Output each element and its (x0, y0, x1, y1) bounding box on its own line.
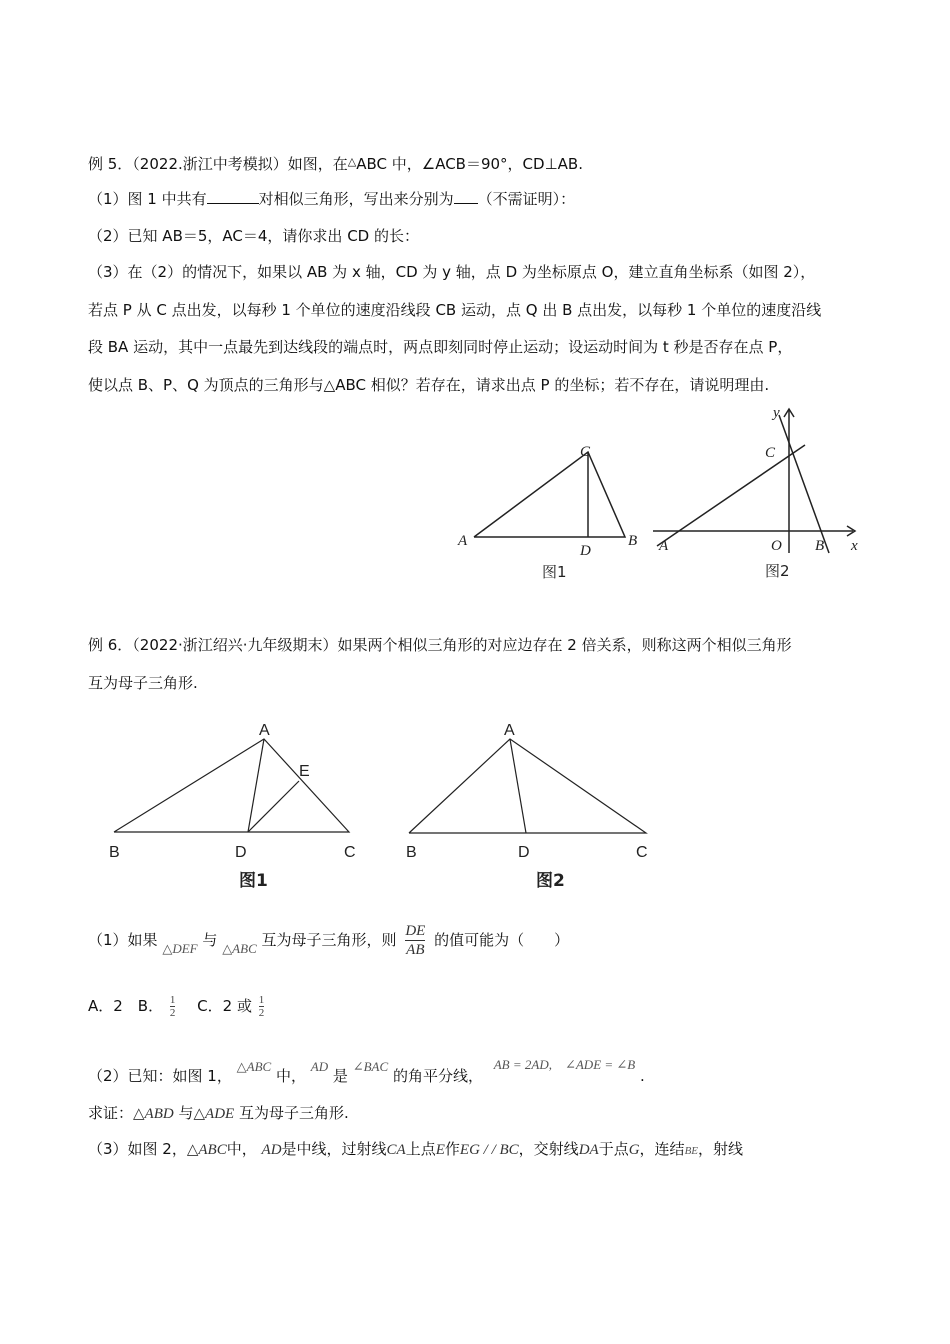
ex5-figure-1 (450, 435, 650, 585)
label-a: A (259, 722, 270, 739)
label-b: B (109, 844, 120, 861)
label-d: D (235, 844, 247, 861)
label-c: C (636, 844, 648, 861)
triangle-abc (409, 739, 646, 833)
label-c: C (580, 444, 591, 460)
ex6-prove: 求证：△ABD 与△ADE 互为母子三角形. (88, 1104, 349, 1122)
option-c: C．2 或 (182, 997, 252, 1015)
ex6-line2: 互为母子三角形. (88, 674, 198, 692)
ex6-figure-2 (400, 715, 660, 895)
ex6-question-1: （1）如果 △DEF 与 △ABC 互为母子三角形，则 $\frac{DE}{AB}$ 的值可能为（ ） (88, 923, 570, 958)
label-e: E (299, 763, 310, 780)
label-a: A (504, 722, 515, 739)
label-c: C (344, 844, 356, 861)
ex5-question-2: （2）已知 AB＝5，AC＝4，请你求出 CD 的长： (88, 227, 419, 245)
label-o: O (771, 538, 782, 554)
triangle-abc (474, 452, 625, 537)
figure-caption: 图1 (542, 563, 567, 581)
label-a: A (458, 533, 468, 549)
ex5-question-1: （1）图 1 中共有 对相似三角形，写出来分别为 （不需证明）： (88, 190, 576, 208)
option-a: A．2 B． (88, 997, 164, 1015)
answer-blank[interactable] (454, 189, 478, 204)
label-a: A (659, 538, 669, 554)
label-d: D (518, 844, 530, 861)
ex6-line1: 例 6．（2022·浙江绍兴·九年级期末）如果两个相似三角形的对应边存在 2 倍关系，则称这两个相似三角形 (88, 636, 792, 654)
figure-caption: 图1 (239, 871, 268, 891)
ex5-question-3-line3: 段 BA 运动，其中一点最先到达线段的端点时，两点即刻同时停止运动；设运动时间为 t 秒是否存在点 P， (88, 338, 793, 356)
label-d: D (580, 543, 591, 559)
ex6-options (88, 990, 266, 1022)
label-x: x (851, 538, 858, 554)
ex5-question-3-line1: （3）在（2）的情况下，如果以 AB 为 x 轴，CD 为 y 轴，点 D 为坐标原点 O，建立直角坐标系（如图 2）， (88, 263, 816, 281)
label-c: C (765, 445, 776, 461)
ex5-line1: 例 5．（2022.浙江中考模拟）如图，在△ABC 中，∠ACB＝90°，CD⊥AB. (88, 155, 583, 173)
ex5-question-3-line4: 使以点 B、P、Q 为顶点的三角形与△ABC 相似？若存在，请求出点 P 的坐标；若不存在，请说明理由. (88, 376, 770, 394)
triangle-abc (114, 739, 349, 832)
ex6-figure-1 (100, 715, 370, 895)
label-b: B (628, 533, 638, 549)
fraction-de-ab: $\frac{DE}{AB}$ (405, 923, 426, 958)
label-b: B (815, 538, 825, 554)
answer-blank[interactable] (207, 189, 259, 204)
ex6-question-2: （2）已知：如图 1， △ABC 中， AD 是 ∠BAC 的角平分线， AB = 2AD, ∠ADE = ∠B . (88, 1057, 645, 1085)
ex6-question-3: （3）如图 2，△ABC中， AD是中线，过射线CA上点E作EG / / BC，交射线DA于点G，连结BE，射线 (88, 1140, 744, 1158)
ex5-figure-2 (645, 405, 865, 585)
label-b: B (406, 844, 417, 861)
segment-ad (510, 739, 526, 833)
option-c-fraction: $\frac{1}{2}$ (258, 994, 265, 1019)
figure-caption: 图2 (765, 562, 790, 580)
ex5-question-3-line2: 若点 P 从 C 点出发，以每秒 1 个单位的速度沿线段 CB 运动，点 Q 出 B 点出发，以每秒 1 个单位的速度沿线 (88, 301, 822, 319)
label-y: y (773, 405, 780, 421)
line-cb (779, 415, 829, 553)
figure-caption: 图2 (536, 871, 565, 891)
option-b-fraction: $\frac{1}{2}$ (169, 994, 176, 1019)
